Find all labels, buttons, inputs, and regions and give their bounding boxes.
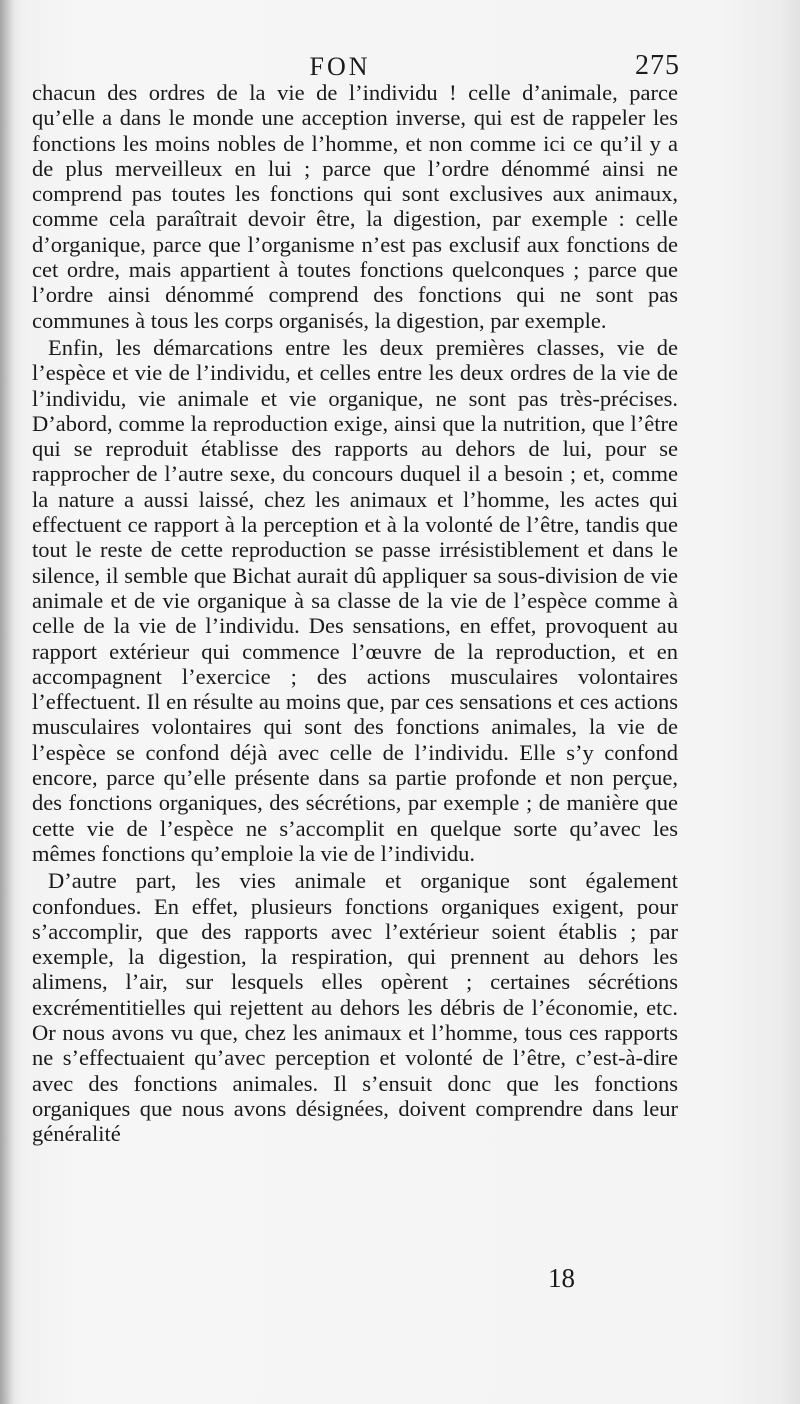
paragraph-1: chacun des ordres de la vie de l’individu ! celle d’animale, parce qu’elle a dans le monde une acception inverse, qui est de rappeler les fonctions les moins nobles de l’homme, et non comme ici ce qu’il y a de plus merveilleux en lui ; parce que l’ordre dénommé ainsi ne comprend pas toutes les fonctions qui sont exclusives aux animaux, comme cela paraîtrait devoir être, la digestion, par exemple : celle d’organique, parce que l’organisme n’est pas exclusif aux fonctions de cet ordre, mais appartient à toutes fonctions quelconques ; parce que l’ordre ainsi dénommé comprend des fonctions qui ne sont pas communes à tous les corps organisés, la digestion, par exemple. (32, 80, 678, 333)
body-text (32, 80, 678, 1146)
paragraph-3: D’autre part, les vies animale et organique sont également confondues. En effet, plusieurs fonctions organiques exigent, pour s’accomplir, que des rapports avec l’extérieur soient établis ; par exemple, la digestion, la respiration, qui prennent au dehors les alimens, l’air, sur lesquels elles opèrent ; certaines sécrétions excrémentitielles qui rejettent au dehors les débris de l’économie, etc. Or nous avons vu que, chez les animaux et l’homme, tous ces rapports ne s’effectuaient qu’avec perception et volonté de l’être, c’est-à-dire avec des fonctions animales. Il s’ensuit donc que les fonctions organiques que nous avons désignées, doivent comprendre dans leur généralité (32, 868, 678, 1147)
paragraph-2: Enfin, les démarcations entre les deux premières classes, vie de l’espèce et vie de l’individu, et celles entre les deux ordres de la vie de l’individu, vie animale et vie organique, ne sont pas très-précises. D’abord, comme la reproduction exige, ainsi que la nutrition, que l’être qui se reproduit établisse des rapports au dehors de lui, pour se rapprocher de l’autre sexe, du concours duquel il a besoin ; et, comme la nature a aussi laissé, chez les animaux et l’homme, les actes qui effectuent ce rapport à la perception et à la volonté de l’être, tandis que tout le reste de cette reproduction se passe irrésistiblement et dans le silence, il semble que Bichat aurait dû appliquer sa sous-division de vie animale et de vie organique à sa classe de la vie de l’espèce comme à celle de la vie de l’individu. Des sensations, en effet, provoquent au rapport extérieur qui commence l’œuvre de la reproduction, et en accompagnent l’exercice ; des actions musculaires volontaires l’effectuent. Il en résulte au moins que, par ces sensations et ces actions musculaires volontaires qui sont des fonctions animales, la vie de l’espèce se confond déjà avec celle de l’individu. Elle s’y confond encore, parce qu’elle présente dans sa partie profonde et non perçue, des fonctions organiques, des sécrétions, par exemple ; de manière que cette vie de l’espèce ne s’accomplit en quelque sorte qu’avec les mêmes fonctions qu’emploie la vie de l’individu. (32, 334, 678, 866)
page-number: 275 (635, 50, 680, 81)
binding-shadow (0, 0, 14, 1404)
running-title: FON (309, 52, 371, 81)
signature-mark: 18 (548, 1263, 575, 1293)
